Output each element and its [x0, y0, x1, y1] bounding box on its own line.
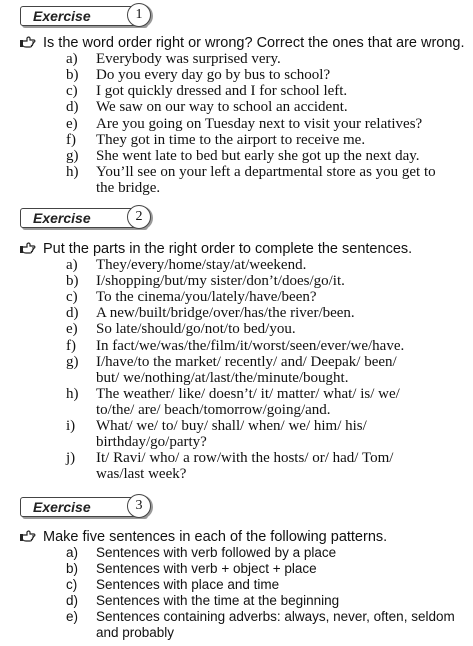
item-text: birthday/go/party?: [96, 434, 207, 451]
item-text: but/ we/nothing/at/last/the/minute/bought.: [96, 369, 349, 386]
item-letter: b): [66, 273, 79, 290]
item-text: So late/should/go/not/to bed/you.: [96, 321, 296, 338]
item-text: I/have/to the market/ recently/ and/ Deepak/ been/: [96, 353, 397, 370]
item-letter: d): [66, 592, 79, 608]
item-text: She went late to bed but early she got up the next day.: [96, 147, 420, 164]
item-letter: f): [66, 337, 76, 354]
instruction-text: Is the word order right or wrong? Correct the ones that are wrong.: [43, 35, 465, 51]
item-text: In fact/we/was/the/film/it/worst/seen/ever/we/have.: [96, 337, 405, 354]
item-text: Sentences with the time at the beginning: [96, 592, 340, 608]
item-letter: c): [66, 289, 78, 306]
exercise-2-header: [20, 205, 160, 229]
item-text: A new/built/bridge/over/has/the river/been.: [96, 305, 355, 322]
item-text: I got quickly dressed and I for school left.: [96, 83, 348, 100]
exercise-number-badge: 2: [127, 205, 151, 229]
item-text: We saw on our way to school an accident.: [96, 99, 348, 116]
item-text: Everybody was surprised very.: [96, 51, 281, 67]
item-letter: c): [66, 576, 78, 592]
item-letter: a): [66, 51, 78, 67]
exercise-1-instruction: [20, 34, 465, 52]
item-text: What/ we/ to/ buy/ shall/ when/ we/ him/ his/: [96, 418, 367, 434]
instruction-text: Put the parts in the right order to complete the sentences.: [43, 241, 413, 257]
item-letter: e): [66, 115, 78, 132]
exercise-number-badge: 3: [127, 494, 151, 518]
item-letter: c): [66, 83, 78, 100]
item-letter: b): [66, 67, 79, 84]
exercise-1-header: [20, 3, 160, 27]
item-letter: e): [66, 608, 79, 624]
item-text: Are you going on Tuesday next to visit your relatives?: [96, 115, 423, 132]
item-letter: g): [66, 147, 79, 164]
item-letter: a): [66, 545, 79, 560]
item-letter: h): [66, 164, 79, 181]
item-letter: i): [66, 418, 76, 434]
item-letter: h): [66, 385, 79, 402]
instruction-text: Make five sentences in each of the following patterns.: [43, 529, 388, 545]
item-text: the bridge.: [96, 180, 161, 197]
item-text: You’ll see on your left a departmental store as you get to: [96, 164, 436, 181]
exercise-number-badge: 1: [127, 3, 151, 27]
item-text: to/the/ are/ beach/tomorrow/going/and.: [96, 401, 331, 418]
exercise-2-instruction: [20, 240, 412, 258]
exercise-label: Exercise: [33, 8, 91, 24]
item-text: Sentences with verb followed by a place: [96, 545, 337, 560]
item-text: Sentences with verb + object + place: [96, 560, 317, 576]
item-text: and probably: [96, 624, 175, 640]
item-letter: d): [66, 305, 79, 322]
item-text: Sentences containing adverbs: always, never, often, seldom: [96, 608, 455, 624]
item-text: Do you every day go by bus to school?: [96, 67, 331, 84]
item-text: They/every/home/stay/at/weekend.: [96, 257, 307, 273]
exercise-3-instruction: [20, 528, 387, 546]
item-letter: a): [66, 257, 78, 273]
exercise-label: Exercise: [33, 499, 91, 515]
item-text: They got in time to the airport to receive me.: [96, 131, 366, 148]
item-letter: b): [66, 560, 79, 576]
pointing-hand-icon: [20, 241, 36, 255]
exercise-label: Exercise: [33, 210, 91, 226]
item-text: It/ Ravi/ who/ a row/with the hosts/ or/ had/ Tom/: [96, 450, 394, 467]
item-text: was/last week?: [96, 466, 187, 483]
item-text: Sentences with place and time: [96, 576, 280, 592]
item-letter: g): [66, 353, 79, 370]
exercise-3-header: [20, 494, 160, 518]
item-text: The weather/ like/ doesn’t/ it/ matter/ what/ is/ we/: [96, 385, 400, 402]
item-letter: f): [66, 131, 76, 148]
item-text: To the cinema/you/lately/have/been?: [96, 289, 317, 306]
item-letter: j): [66, 450, 76, 467]
pointing-hand-icon: [20, 35, 36, 49]
item-letter: e): [66, 321, 78, 338]
item-letter: d): [66, 99, 79, 116]
pointing-hand-icon: [20, 529, 36, 543]
item-text: I/shopping/but/my sister/don’t/does/go/it.: [96, 273, 345, 290]
